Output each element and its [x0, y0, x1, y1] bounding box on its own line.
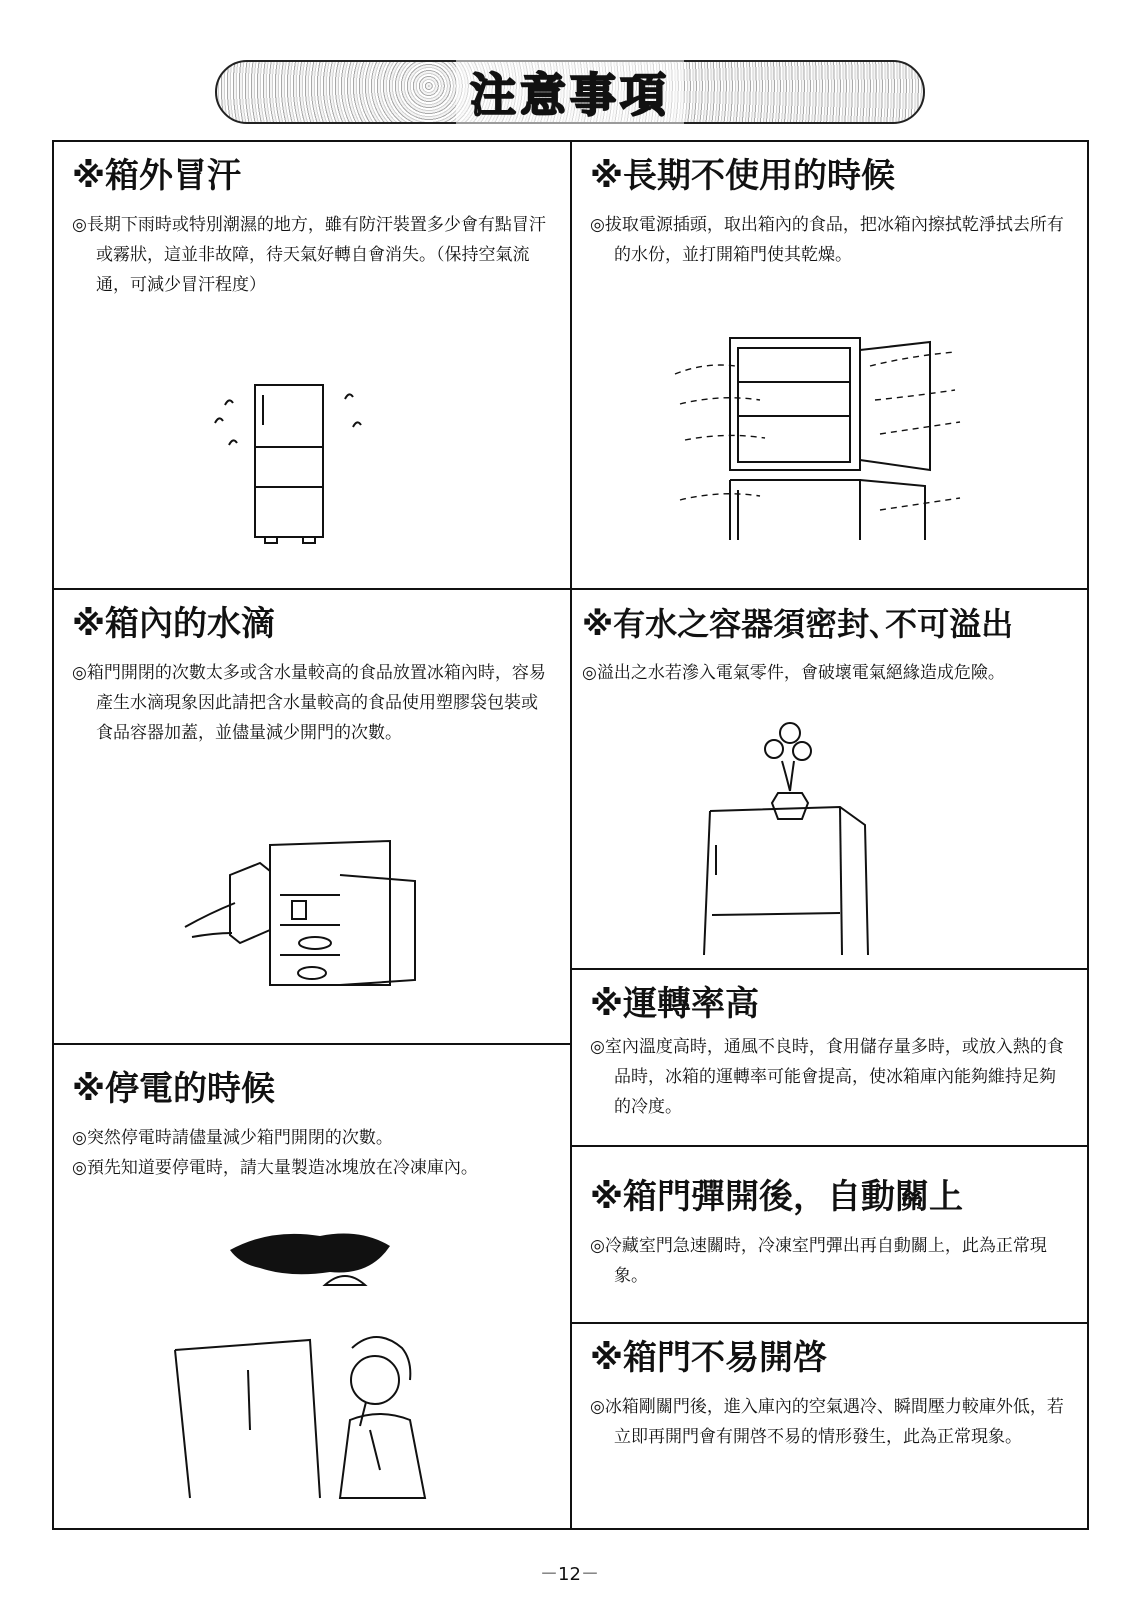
- sweating-fridge-illustration: [205, 375, 375, 555]
- section-paragraph: ◎室內溫度高時，通風不良時，食用儲存量多時，或放入熱的食品時，冰箱的運轉率可能會提高，使冰箱庫內能夠維持足夠的冷度。: [590, 1037, 1064, 1117]
- section-body: [590, 1032, 1071, 1122]
- section-title: ※有水之容器須密封､不可溢出: [582, 605, 1014, 643]
- section-title: ※箱內的水滴: [72, 604, 276, 644]
- section-paragraph: ◎預先知道要停電時，請大量製造冰塊放在冷凍庫內。: [72, 1158, 478, 1178]
- section-sealed-containers: [572, 590, 1089, 688]
- section-body: [590, 1231, 1071, 1291]
- section-exterior-sweat: [54, 142, 570, 300]
- section-paragraph: ◎突然停電時請儘量減少箱門開閉的次數。: [72, 1128, 393, 1148]
- section-body: [590, 1392, 1071, 1452]
- section-paragraph: ◎冷藏室門急速關時，冷凍室門彈出再自動關上，此為正常現象。: [590, 1236, 1047, 1286]
- section-paragraph: ◎長期下雨時或特別潮濕的地方，雖有防汗裝置多少會有點冒汗或霧狀，這並非故障，待天氣好轉自會消失。（保持空氣流通，可減少冒汗程度）: [72, 215, 546, 295]
- section-power-outage: [54, 1045, 570, 1183]
- title-banner: [215, 60, 925, 124]
- section-paragraph: ◎溢出之水若滲入電氣零件，會破壞電氣絕緣造成危險。: [582, 663, 1005, 683]
- section-long-unused: [572, 142, 1089, 270]
- section-body: [590, 210, 1071, 270]
- power-outage-woman-illustration: [170, 1230, 440, 1500]
- section-door-hard-to-open: [572, 1324, 1089, 1452]
- section-title: ※箱門彈開後，自動關上: [590, 1177, 964, 1217]
- section-door-spring: [572, 1147, 1089, 1291]
- page-title: 注意事項: [456, 59, 684, 125]
- vase-on-fridge-illustration: [690, 715, 900, 960]
- section-body: [72, 210, 552, 300]
- section-interior-water-drops: [54, 590, 570, 748]
- section-body: [72, 1123, 552, 1183]
- section-title: ※長期不使用的時候: [590, 156, 896, 196]
- section-title: ※箱外冒汗: [72, 156, 242, 196]
- section-title: ※箱門不易開啓: [590, 1338, 828, 1378]
- section-body: [72, 658, 552, 748]
- section-body: [582, 658, 1071, 688]
- page-number: －12－: [540, 1564, 599, 1585]
- section-paragraph: ◎拔取電源插頭，取出箱內的食品，把冰箱內擦拭乾淨拭去所有的水份，並打開箱門使其乾燥。: [590, 215, 1064, 265]
- milk-carton-fridge-illustration: [180, 835, 440, 1005]
- section-title: ※運轉率高: [590, 984, 760, 1024]
- section-paragraph: ◎冰箱剛關門後，進入庫內的空氣遇冷、瞬間壓力較庫外低，若立即再開門會有開啓不易的情形發生，此為正常現象。: [590, 1397, 1064, 1447]
- section-title: ※停電的時候: [72, 1069, 276, 1109]
- section-paragraph: ◎箱門開閉的次數太多或含水量較高的食品放置冰箱內時，容易產生水滴現象因此請把含水量較高的食品使用塑膠袋包裝或食品容器加蓋，並儘量減少開門的次數。: [72, 663, 546, 743]
- section-high-operation-rate: [572, 970, 1089, 1122]
- open-fridge-drying-illustration: [670, 330, 970, 545]
